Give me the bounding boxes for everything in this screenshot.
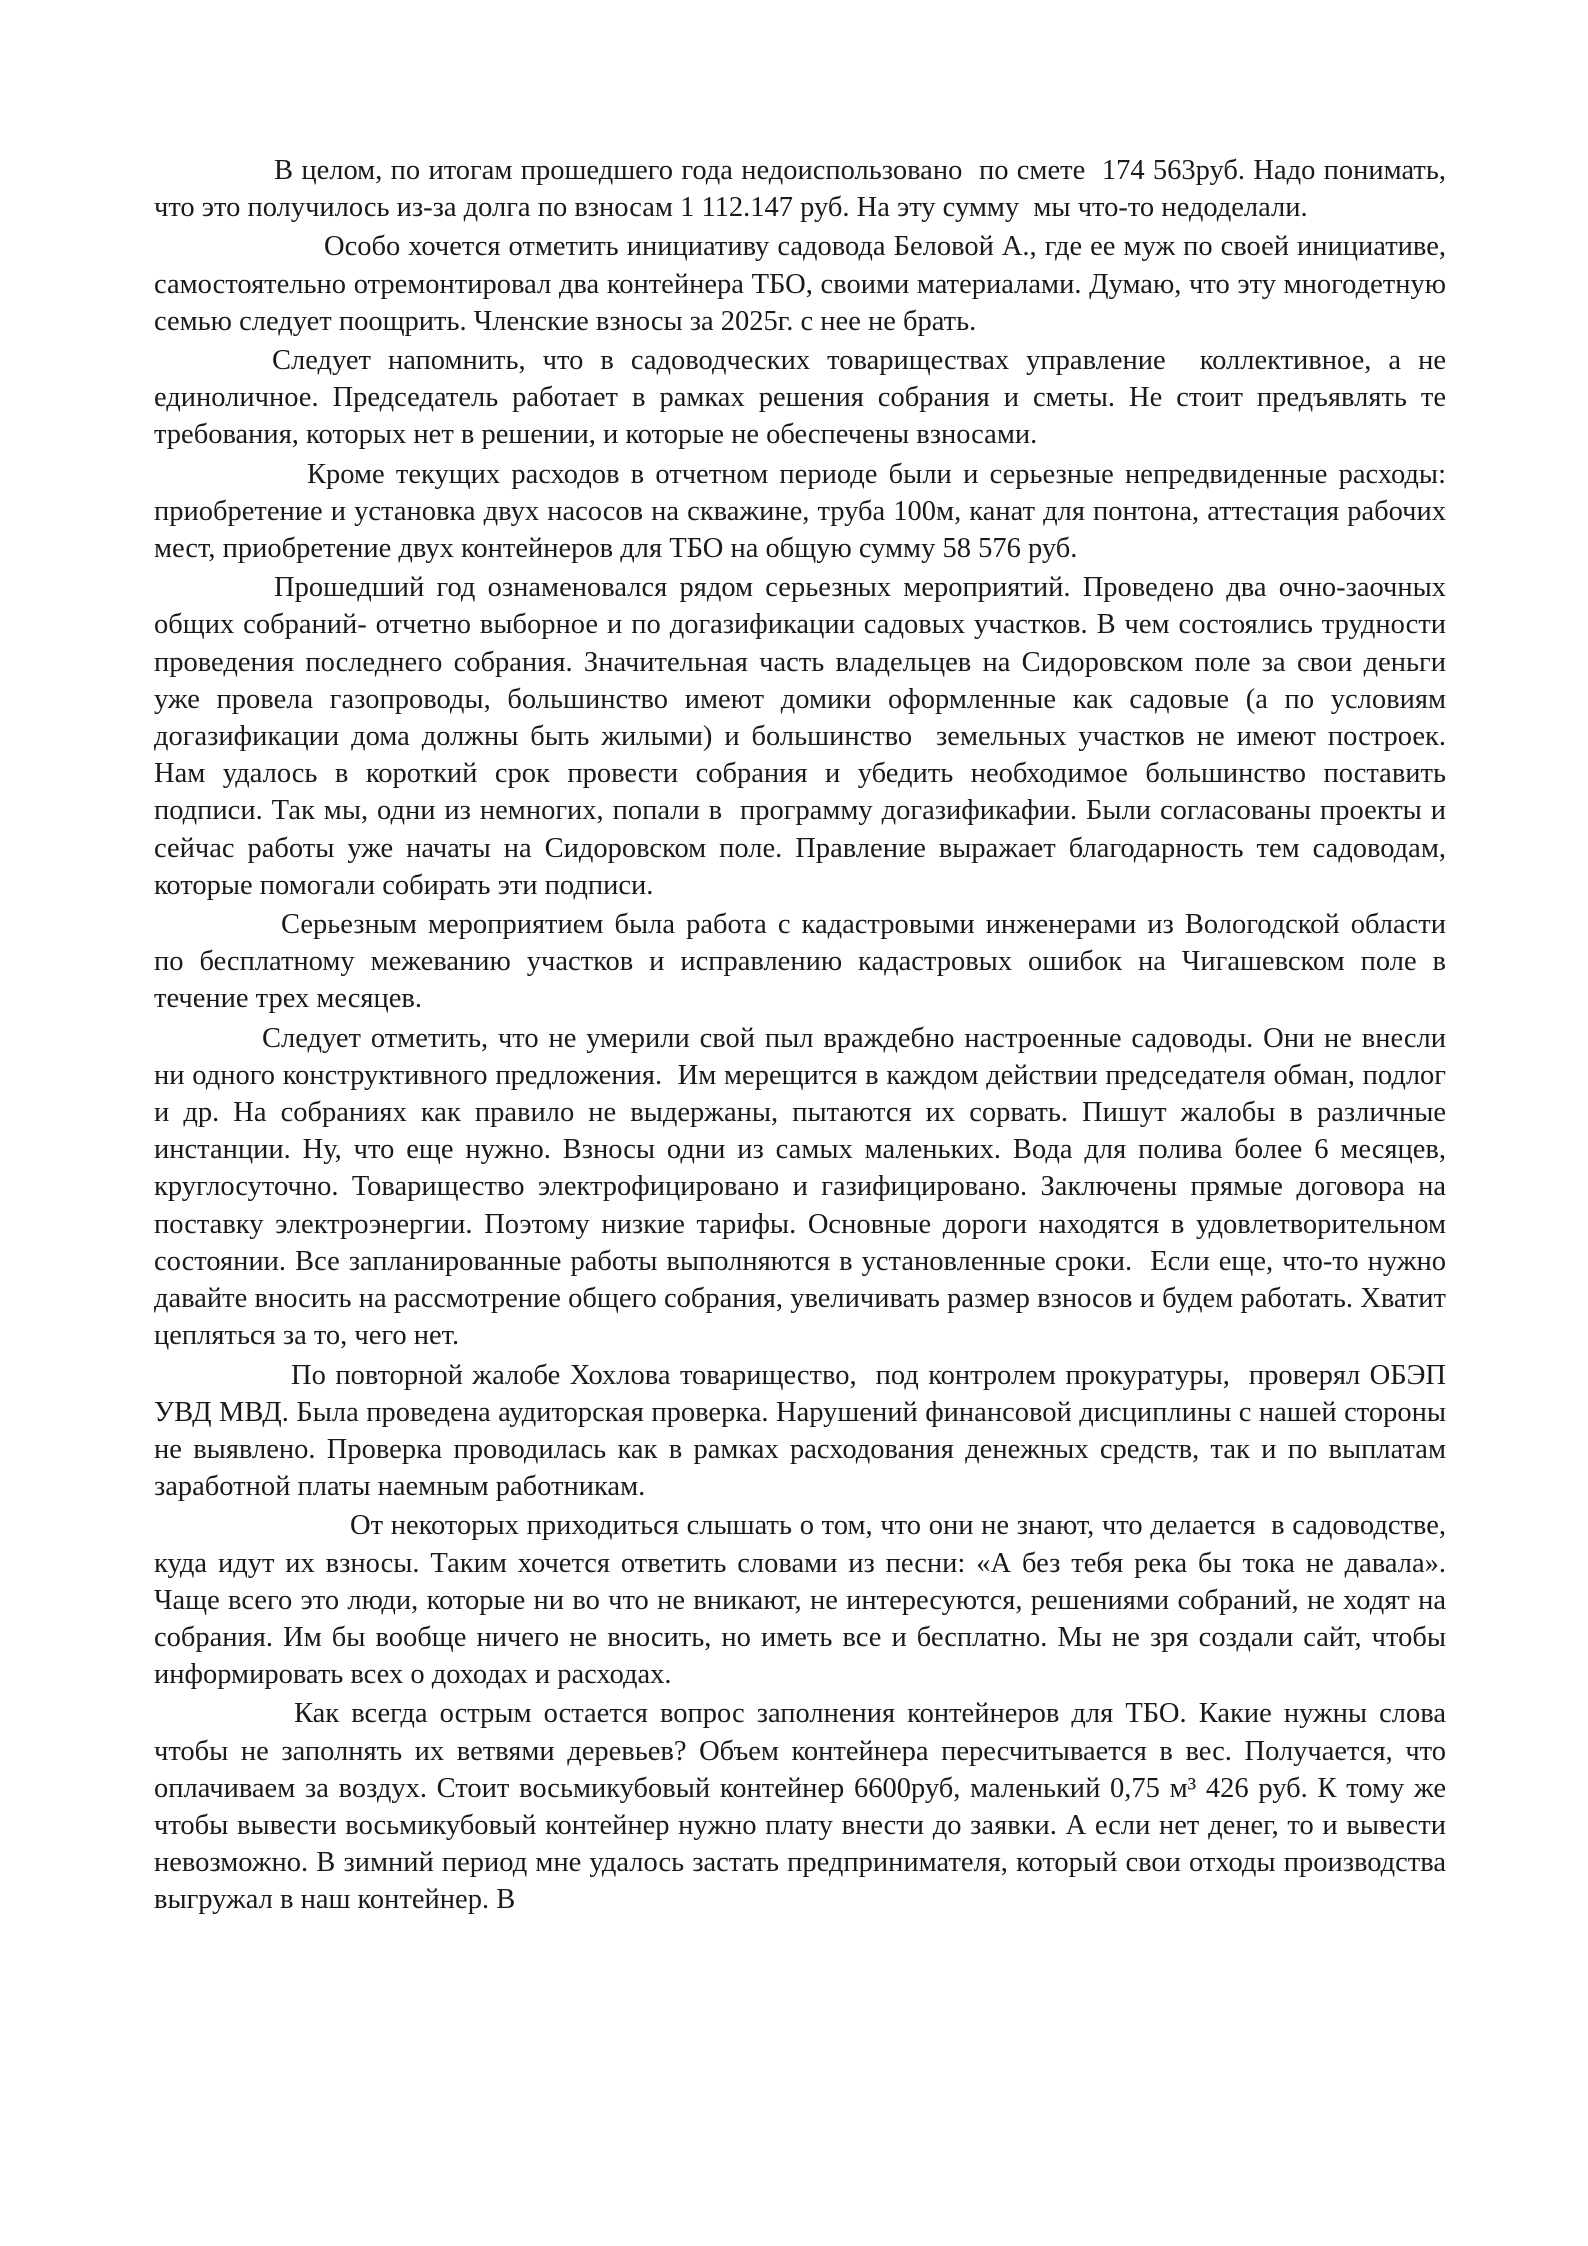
- paragraph-budget-underspend: В целом, по итогам прошедшего года недоиспользовано по смете 174 563руб. Надо понимать, что это получилось из-за долга по взносам 1 112.147 руб. На эту сумму мы что-то недоделали.: [154, 155, 1454, 224]
- paragraph-waste-containers: Как всегда острым остается вопрос заполнения контейнеров для ТБО. Какие нужны слова чтобы не заполнять их ветвями деревьев? Объем контейнера пересчитывается в вес. Получается, что оплачиваем за воздух. Стоит восьмикубовый контейнер 6600руб, маленький 0,75 м³ 426 руб. К тому же чтобы вывести восьмикубовый контейнер нужно плату внести до заявки. А если нет денег, то и вывести невозможно. В зимний период мне удалось застать предпринимателя, который свои отходы производства выгружал в наш контейнер. В: [154, 1698, 1454, 1916]
- paragraph-information-site: От некоторых приходиться слышать о том, что они не знают, что делается в садоводстве, куда идут их взносы. Таким хочется ответить словами из песни: «А без тебя река бы тока не давала». Чаще всего это люди, которые ни во что не вникают, не интересуются, решениями собраний, не ходят на собрания. Им бы вообще ничего не вносить, но иметь все и бесплатно. Мы не зря создали сайт, чтобы информировать всех о доходах и расходах.: [154, 1510, 1454, 1691]
- paragraph-collective-management: Следует напомнить, что в садоводческих товариществах управление коллективное, а не единоличное. Председатель работает в рамках решения собрания и сметы. Не стоит предъявлять те требования, которых нет в решении, и которые не обеспечены взносами.: [154, 345, 1454, 451]
- paragraph-hostile-gardeners: Следует отметить, что не умерили свой пыл враждебно настроенные садоводы. Они не внесли ни одного конструктивного предложения. Им мерещится в каждом действии председателя обман, подлог и др. На собраниях как правило не выдержаны, пытаются их сорвать. Пишут жалобы в различные инстанции. Ну, что еще нужно. Взносы одни из самых маленьких. Вода для полива более 6 месяцев, круглосуточно. Товарищество электрофицировано и газифицировано. Заключены прямые договора на поставку электроэнергии. Поэтому низкие тарифы. Основные дороги находятся в удовлетворительном состоянии. Все запланированные работы выполняются в установленные сроки. Если еще, что-то нужно давайте вносить на рассмотрение общего собрания, увеличивать размер взносов и будем работать. Хватит цепляться за то, чего нет.: [154, 1022, 1454, 1352]
- paragraph-cadastral-work: Серьезным мероприятием была работа с кадастровыми инженерами из Вологодской области по бесплатному межеванию участков и исправлению кадастровых ошибок на Чигашевском поле в течение трех месяцев.: [154, 909, 1454, 1015]
- paragraph-belova-initiative: Особо хочется отметить инициативу садовода Беловой А., где ее муж по своей инициативе, самостоятельно отремонтировал два контейнера ТБО, своими материалами. Думаю, что эту многодетную семью следует поощрить. Членские взносы за 2025г. с нее не брать.: [154, 231, 1454, 337]
- paragraph-gasification-meetings: Прошедший год ознаменовался рядом серьезных мероприятий. Проведено два очно-заочных общих собраний- отчетно выборное и по догазификации садовых участков. В чем состоялись трудности проведения последнего собрания. Значительная часть владельцев на Сидоровском поле за свои деньги уже провела газопроводы, большинство имеют домики оформленные как садовые (а по условиям догазификации дома должны быть жилыми) и большинство земельных участков не имеют построек. Нам удалось в короткий срок провести собрания и убедить необходимое большинство поставить подписи. Так мы, одни из немногих, попали в программу догазификафии. Были согласованы проекты и сейчас работы уже начаты на Сидоровском поле. Правление выражает благодарность тем садоводам, которые помогали собирать эти подписи.: [154, 572, 1461, 901]
- paragraph-unforeseen-expenses: Кроме текущих расходов в отчетном периоде были и серьезные непредвиденные расходы: приобретение и установка двух насосов на скважине, труба 100м, канат для понтона, аттестация рабочих мест, приобретение двух контейнеров для ТБО на общую сумму 58 576 руб.: [154, 458, 1454, 565]
- paragraph-audit-check: По повторной жалобе Хохлова товарищество, под контролем прокуратуры, проверял ОБЭП УВД МВД. Была проведена аудиторская проверка. Нарушений финансовой дисциплины с нашей стороны не выявлено. Проверка проводилась как в рамках расходования денежных средств, так и по выплатам заработной платы наемным работникам.: [154, 1359, 1454, 1503]
- document-body: [154, 152, 1461, 1919]
